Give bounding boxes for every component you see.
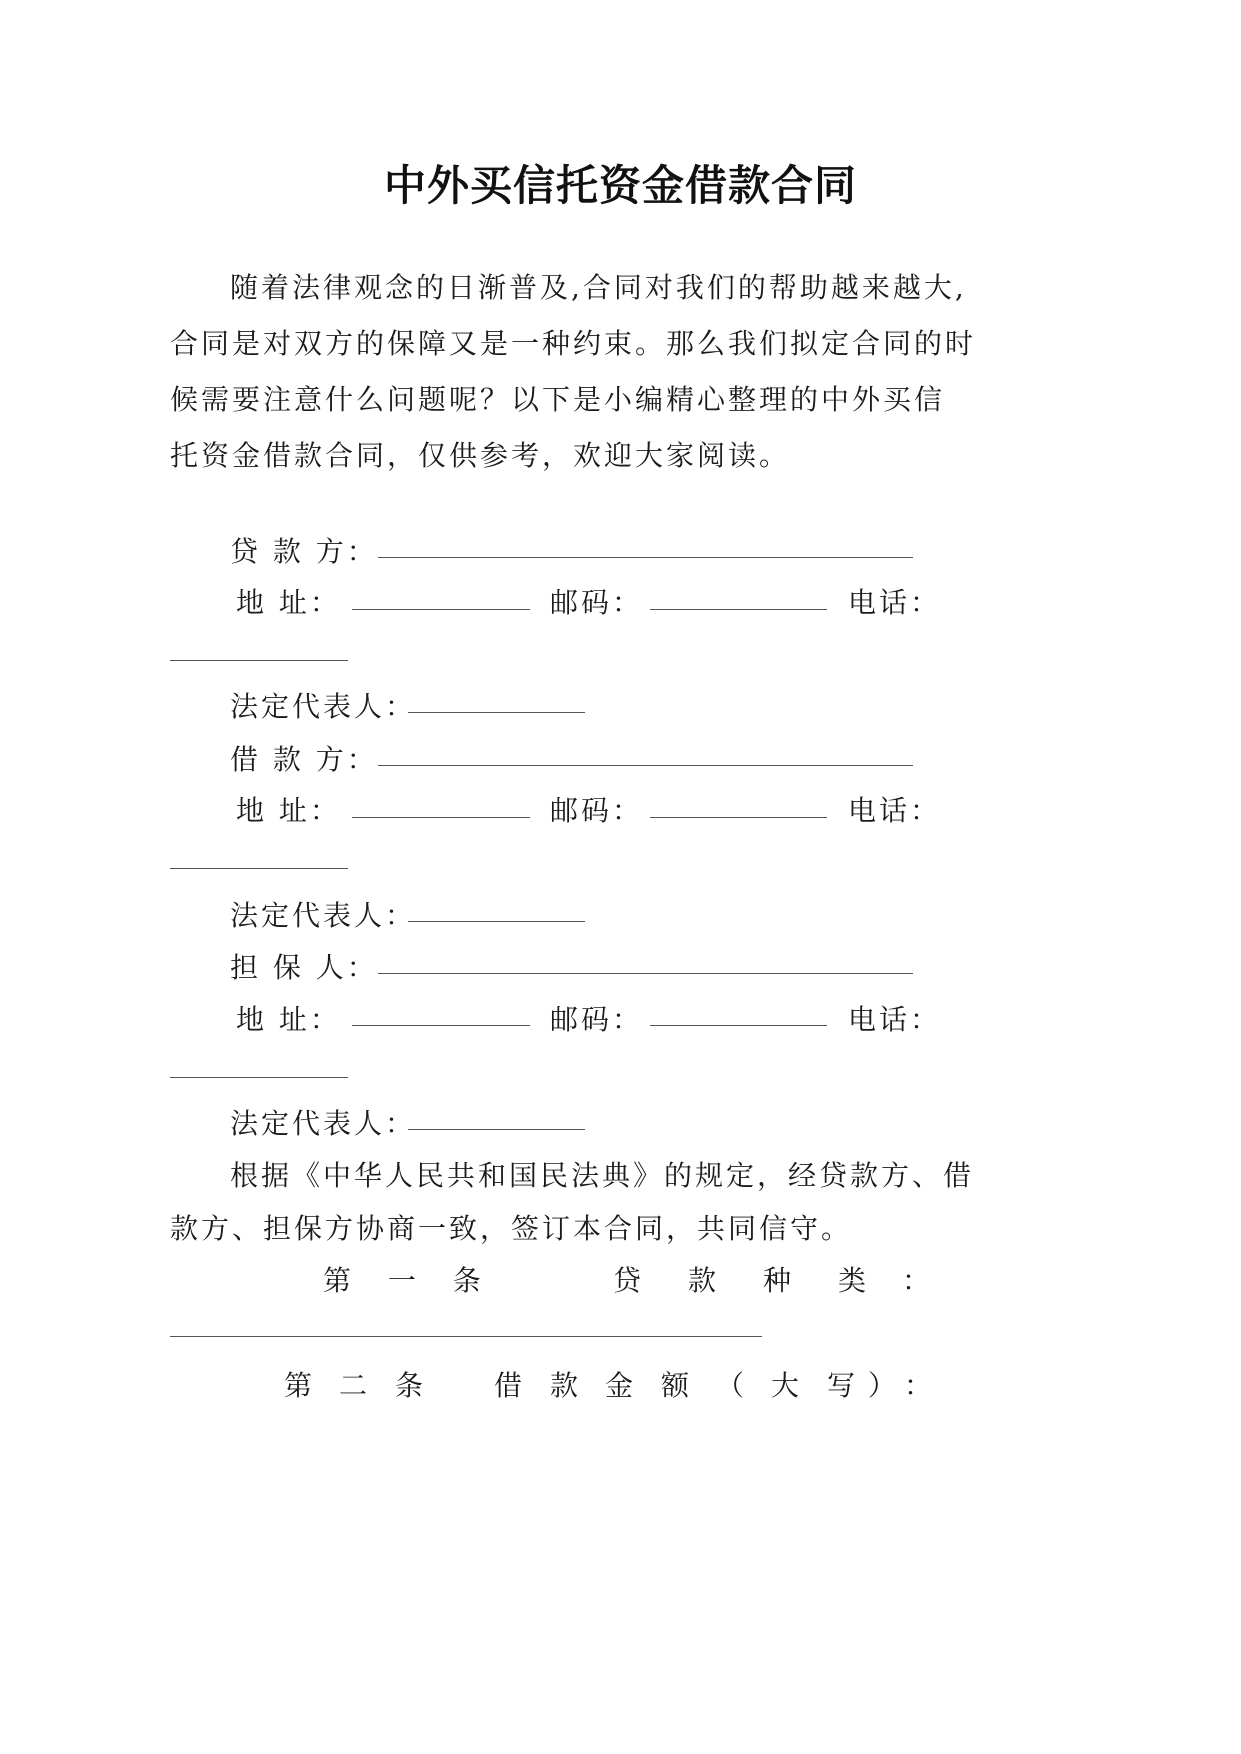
guarantor-phone-line[interactable]	[170, 1077, 348, 1078]
lender-address-line[interactable]	[352, 609, 530, 610]
article2-char: 款	[550, 1369, 579, 1402]
article2-char: 第	[284, 1369, 313, 1402]
page-title: 中外买信托资金借款合同	[383, 161, 857, 210]
article2-char: 大	[771, 1369, 800, 1402]
intro-line-3: 候需要注意什么问题呢？以下是小编精心整理的中外买信	[170, 383, 946, 416]
intro-line-2: 合同是对双方的保障又是一种约束。那么我们拟定合同的时	[170, 327, 977, 360]
lender-phone-line[interactable]	[170, 660, 348, 661]
article2-char: 二	[339, 1369, 368, 1402]
borrower-name-line[interactable]	[378, 765, 913, 766]
article2-char: 条	[395, 1369, 424, 1402]
basis-line-2: 款方、担保方协商一致，签订本合同，共同信守。	[170, 1212, 853, 1245]
lender-address-label: 地 址：	[236, 586, 341, 619]
article2-char: ）	[868, 1369, 897, 1402]
article2-char: 写	[827, 1369, 856, 1402]
lender-postcode-line[interactable]	[650, 609, 827, 610]
guarantor-postcode-line[interactable]	[650, 1025, 827, 1026]
article1-char: 贷	[613, 1264, 642, 1297]
guarantor-address-label: 地 址：	[236, 1003, 341, 1036]
lender-rep-label: 法定代表人：	[230, 690, 417, 723]
article1-char: 款	[688, 1264, 717, 1297]
article1-fill-line[interactable]	[170, 1336, 762, 1337]
borrower-postcode-line[interactable]	[650, 817, 827, 818]
intro-line-4: 托资金借款合同，仅供参考，欢迎大家阅读。	[170, 439, 791, 472]
article2-char: 借	[494, 1369, 523, 1402]
guarantor-postcode-label: 邮码：	[550, 1003, 644, 1036]
lender-label: 贷 款 方：	[230, 535, 378, 568]
borrower-address-line[interactable]	[352, 817, 530, 818]
lender-phone-label: 电话：	[848, 586, 942, 619]
guarantor-phone-label: 电话：	[848, 1003, 942, 1036]
article1-char: 类	[838, 1264, 867, 1297]
article1-char: 种	[763, 1264, 792, 1297]
article1-char: 第 一 条	[323, 1264, 495, 1297]
guarantor-label: 担 保 人：	[230, 951, 378, 984]
article2-char: ：	[904, 1369, 933, 1402]
borrower-rep-label: 法定代表人：	[230, 899, 417, 932]
intro-line-1: 随着法律观念的日渐普及,合同对我们的帮助越来越大,	[230, 271, 967, 304]
borrower-postcode-label: 邮码：	[550, 794, 644, 827]
guarantor-name-line[interactable]	[378, 973, 913, 974]
borrower-phone-label: 电话：	[848, 794, 942, 827]
lender-postcode-label: 邮码：	[550, 586, 644, 619]
borrower-label: 借 款 方：	[230, 743, 378, 776]
basis-line-1: 根据《中华人民共和国民法典》的规定，经贷款方、借	[230, 1159, 975, 1192]
lender-name-line[interactable]	[378, 557, 913, 558]
borrower-rep-line[interactable]	[408, 921, 585, 922]
article2-char: 额	[661, 1369, 690, 1402]
article1-char: ：	[902, 1264, 931, 1297]
borrower-address-label: 地 址：	[236, 794, 341, 827]
lender-rep-line[interactable]	[408, 712, 585, 713]
article2-char: （	[716, 1369, 745, 1402]
borrower-phone-line[interactable]	[170, 868, 348, 869]
article2-char: 金	[605, 1369, 634, 1402]
guarantor-rep-label: 法定代表人：	[230, 1107, 417, 1140]
guarantor-rep-line[interactable]	[408, 1129, 585, 1130]
guarantor-address-line[interactable]	[352, 1025, 530, 1026]
